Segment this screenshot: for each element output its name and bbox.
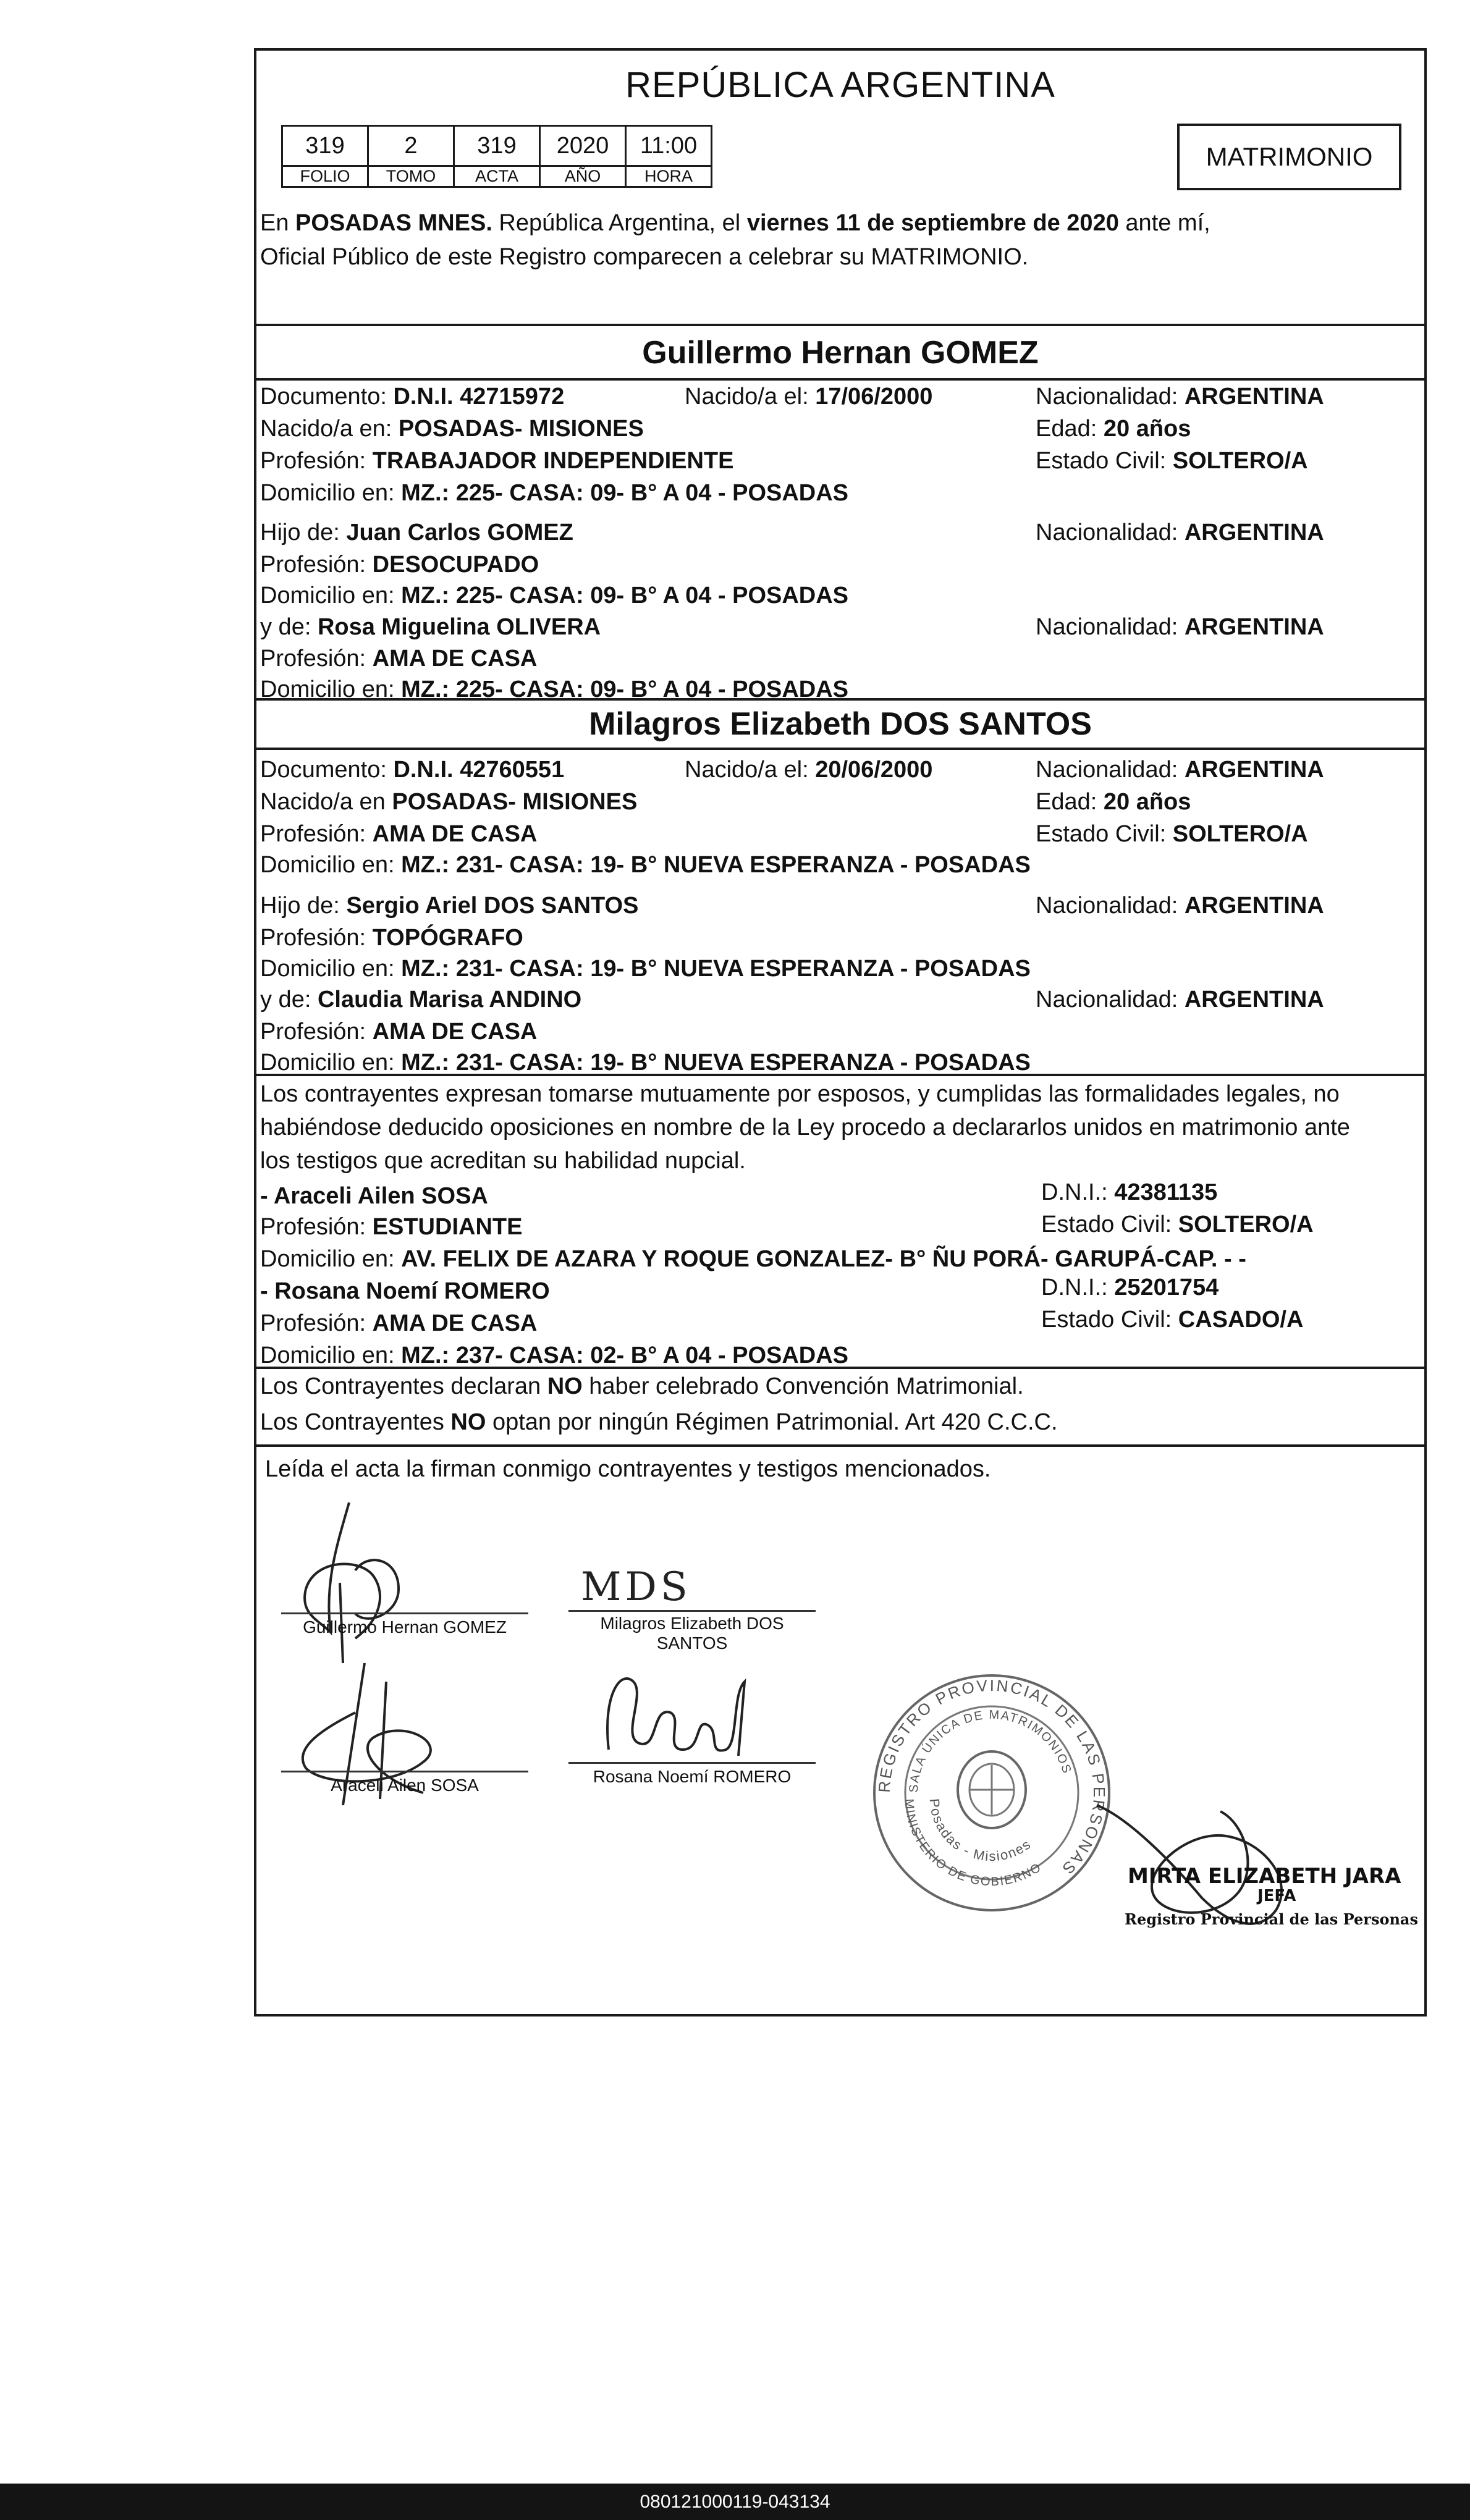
regime-line-2: Los Contrayentes NO optan por ningún Régimen Patrimonial. Art 420 C.C.C. (260, 1409, 1058, 1435)
declaration-line-2: habiéndose deducido oposiciones en nombre de la Ley procedo a declararlos unidos en matrimonio ante (260, 1115, 1350, 1140)
intro-line-2: Oficial Público de este Registro comparecen a celebrar su MATRIMONIO. (260, 244, 1029, 271)
witness-2-signature-caption: Rosana Noemí ROMERO (593, 1767, 792, 1786)
document-code: 080121000119-043134 (640, 2491, 830, 2512)
groom-mother-profession: Profesión: AMA DE CASA (260, 646, 538, 672)
witness-2-profession: Profesión: AMA DE CASA (260, 1310, 538, 1336)
groom-signature-caption: Guillermo Hernan GOMEZ (303, 1617, 507, 1637)
seal-inner-text: SALA ÚNICA DE MATRIMONIOS (906, 1708, 1074, 1793)
groom-birth-date: Nacido/a el: 17/06/2000 (685, 384, 933, 410)
groom-father-profession: Profesión: DESOCUPADO (260, 552, 539, 578)
acta-value: 319 (454, 126, 540, 166)
bride-document: Documento: D.N.I. 42760551 (260, 757, 565, 783)
witness-1-address: Domicilio en: AV. FELIX DE AZARA Y ROQUE GONZALEZ- B° ÑU PORÁ- GARUPÁ-CAP. - - (260, 1246, 1246, 1272)
folio-label: FOLIO (282, 166, 368, 187)
intro-line-1: En POSADAS MNES. República Argentina, el viernes 11 de septiembre de 2020 ante mí, (260, 210, 1210, 236)
seal-city-text: Posadas - Misiones (926, 1798, 1034, 1865)
divider (256, 698, 1424, 701)
witness-2-civil-status: Estado Civil: CASADO/A (1041, 1307, 1304, 1333)
witness-2-address: Domicilio en: MZ.: 237- CASA: 02- B° A 04 - POSADAS (260, 1342, 849, 1368)
divider (256, 1367, 1424, 1369)
signature-line (281, 1612, 528, 1614)
bride-age: Edad: 20 años (1036, 789, 1191, 815)
witness-2-name: - Rosana Noemí ROMERO (260, 1278, 550, 1304)
bride-initials-signature: MDS (581, 1564, 691, 1610)
declaration-line-3: los testigos que acreditan su habilidad nupcial. (260, 1148, 746, 1174)
witness-1-signature-caption: Araceli Ailen SOSA (331, 1776, 479, 1795)
hora-value: 11:00 (626, 126, 712, 166)
groom-mother-address: Domicilio en: MZ.: 225- CASA: 09- B° A 04 - POSADAS (260, 676, 849, 702)
tomo-label: TOMO (368, 166, 454, 187)
record-type-box: MATRIMONIO (1177, 124, 1401, 190)
divider (256, 1444, 1424, 1447)
signature-line (281, 1771, 528, 1772)
bride-nationality: Nacionalidad: ARGENTINA (1036, 757, 1324, 783)
hora-label: HORA (626, 166, 712, 187)
bride-civil-status: Estado Civil: SOLTERO/A (1036, 821, 1308, 847)
country-title: REPÚBLICA ARGENTINA (625, 65, 1055, 105)
bride-father-address: Domicilio en: MZ.: 231- CASA: 19- B° NUEVA ESPERANZA - POSADAS (260, 956, 1031, 982)
bride-mother-address: Domicilio en: MZ.: 231- CASA: 19- B° NUEVA ESPERANZA - POSADAS (260, 1050, 1031, 1076)
folio-value: 319 (282, 126, 368, 166)
seal-bottom-text: MINISTERIO DE GOBIERNO (902, 1798, 1044, 1889)
signature-line (568, 1762, 816, 1764)
marriage-certificate (254, 48, 1427, 2016)
signature-line (568, 1610, 816, 1612)
groom-document: Documento: D.N.I. 42715972 (260, 384, 565, 410)
groom-father-address: Domicilio en: MZ.: 225- CASA: 09- B° A 04 - POSADAS (260, 583, 849, 609)
bride-father-nationality: Nacionalidad: ARGENTINA (1036, 893, 1324, 919)
registry-table (281, 125, 712, 188)
divider (256, 324, 1424, 326)
bride-signature-caption: Milagros Elizabeth DOS SANTOS (600, 1614, 784, 1653)
bride-address: Domicilio en: MZ.: 231- CASA: 19- B° NUEVA ESPERANZA - POSADAS (260, 852, 1031, 878)
groom-civil-status: Estado Civil: SOLTERO/A (1036, 448, 1308, 474)
divider (256, 1074, 1424, 1076)
witness-1-dni: D.N.I.: 42381135 (1041, 1179, 1218, 1205)
bride-mother-profession: Profesión: AMA DE CASA (260, 1019, 538, 1045)
groom-age: Edad: 20 años (1036, 416, 1191, 442)
intro-paragraph (260, 206, 1422, 274)
groom-mother: y de: Rosa Miguelina OLIVERA (260, 614, 601, 640)
divider (256, 378, 1424, 381)
official-role: JEFA (1257, 1887, 1296, 1905)
closing-statement: Leída el acta la firman conmigo contrayentes y testigos mencionados. (265, 1456, 991, 1482)
bride-father-profession: Profesión: TOPÓGRAFO (260, 925, 523, 951)
groom-name-heading: Guillermo Hernan GOMEZ (642, 335, 1039, 371)
bride-name-heading: Milagros Elizabeth DOS SANTOS (589, 706, 1092, 742)
declaration-paragraph (260, 1077, 1422, 1178)
bride-profession: Profesión: AMA DE CASA (260, 821, 538, 847)
bride-birth-place: Nacido/a en POSADAS- MISIONES (260, 789, 638, 815)
groom-nationality: Nacionalidad: ARGENTINA (1036, 384, 1324, 410)
groom-father: Hijo de: Juan Carlos GOMEZ (260, 520, 573, 546)
bride-mother-nationality: Nacionalidad: ARGENTINA (1036, 987, 1324, 1013)
witness-1-civil-status: Estado Civil: SOLTERO/A (1041, 1212, 1314, 1237)
declaration-line-1: Los contrayentes expresan tomarse mutuamente por esposos, y cumplidas las formalidades legales, no (260, 1081, 1340, 1107)
bride-mother: y de: Claudia Marisa ANDINO (260, 987, 582, 1013)
anio-label: AÑO (540, 166, 626, 187)
witness-1-name: - Araceli Ailen SOSA (260, 1183, 488, 1209)
acta-label: ACTA (454, 166, 540, 187)
official-office: Registro Provincial de las Personas (1125, 1910, 1418, 1928)
groom-father-nationality: Nacionalidad: ARGENTINA (1036, 520, 1324, 546)
divider (256, 748, 1424, 750)
seal-outer-text: REGISTRO PROVINCIAL DE LAS PERSONAS (874, 1675, 1109, 1879)
anio-value: 2020 (540, 126, 626, 166)
tomo-value: 2 (368, 126, 454, 166)
witness-2-dni: D.N.I.: 25201754 (1041, 1275, 1219, 1300)
witness-1-profession: Profesión: ESTUDIANTE (260, 1214, 523, 1240)
groom-address: Domicilio en: MZ.: 225- CASA: 09- B° A 04 - POSADAS (260, 480, 849, 506)
bride-father: Hijo de: Sergio Ariel DOS SANTOS (260, 893, 639, 919)
groom-mother-nationality: Nacionalidad: ARGENTINA (1036, 614, 1324, 640)
document-code-bar (0, 2484, 1470, 2520)
groom-birth-place: Nacido/a en: POSADAS- MISIONES (260, 416, 644, 442)
regime-line-1: Los Contrayentes declaran NO haber celebrado Convención Matrimonial. (260, 1373, 1024, 1399)
bride-birth-date: Nacido/a el: 20/06/2000 (685, 757, 933, 783)
official-name: MIRTA ELIZABETH JARA (1128, 1864, 1401, 1889)
groom-profession: Profesión: TRABAJADOR INDEPENDIENTE (260, 448, 734, 474)
